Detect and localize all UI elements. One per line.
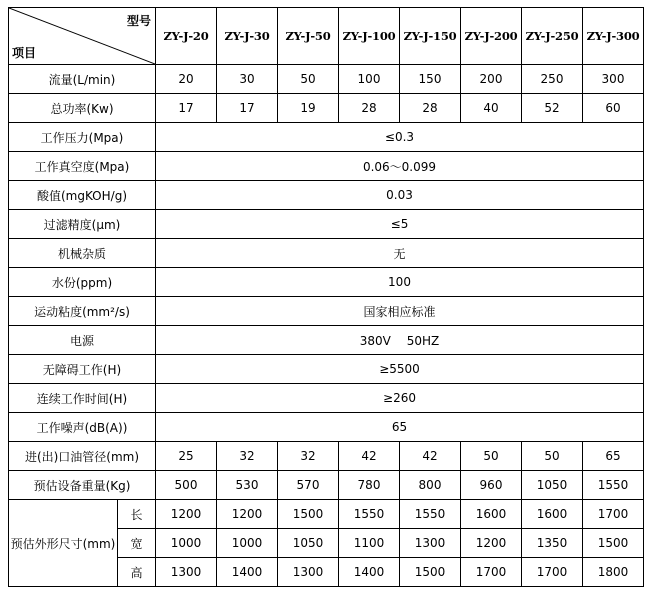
corner-item-label: 项目: [12, 46, 37, 60]
value-cell: 17: [156, 94, 217, 123]
row-pipe: [9, 442, 644, 471]
value-cell: 1000: [217, 529, 278, 558]
value-cell: 42: [339, 442, 400, 471]
corner-model-label: 型号: [126, 14, 151, 28]
value-cell: 1300: [400, 529, 461, 558]
row-label: 运动粘度(mm²/s): [9, 297, 156, 326]
value-cell: 1700: [461, 558, 522, 587]
value-cell: 200: [461, 65, 522, 94]
row-label: 酸值(mgKOH/g): [9, 181, 156, 210]
merged-value-cell: 无: [156, 239, 644, 268]
value-cell: 17: [217, 94, 278, 123]
row-dim-length: [9, 500, 644, 529]
row-impurity: [9, 239, 644, 268]
merged-value-cell: ≥5500: [156, 355, 644, 384]
sub-label: 长: [118, 500, 156, 529]
value-cell: 300: [583, 65, 644, 94]
merged-value-cell: ≤5: [156, 210, 644, 239]
model-header: ZY-J-300: [583, 8, 644, 65]
value-cell: 780: [339, 471, 400, 500]
row-continuous: [9, 384, 644, 413]
value-cell: 1400: [217, 558, 278, 587]
model-header: ZY-J-250: [522, 8, 583, 65]
value-cell: 1550: [339, 500, 400, 529]
row-label: 总功率(Kw): [9, 94, 156, 123]
value-cell: 1500: [278, 500, 339, 529]
sub-label: 宽: [118, 529, 156, 558]
value-cell: 32: [217, 442, 278, 471]
model-header: ZY-J-100: [339, 8, 400, 65]
value-cell: 1700: [583, 500, 644, 529]
value-cell: 42: [400, 442, 461, 471]
row-label: 流量(L/min): [9, 65, 156, 94]
value-cell: 28: [339, 94, 400, 123]
row-mtbf: [9, 355, 644, 384]
row-label: 工作真空度(Mpa): [9, 152, 156, 181]
value-cell: 530: [217, 471, 278, 500]
row-label: 预估外形尺寸(mm): [9, 500, 118, 587]
row-label: 预估设备重量(Kg): [9, 471, 156, 500]
value-cell: 40: [461, 94, 522, 123]
merged-value-cell: 0.06～0.099: [156, 152, 644, 181]
value-cell: 50: [522, 442, 583, 471]
value-cell: 52: [522, 94, 583, 123]
row-label: 连续工作时间(H): [9, 384, 156, 413]
value-cell: 1100: [339, 529, 400, 558]
merged-value-cell: 65: [156, 413, 644, 442]
value-cell: 1600: [461, 500, 522, 529]
value-cell: 1700: [522, 558, 583, 587]
model-header: ZY-J-50: [278, 8, 339, 65]
value-cell: 100: [339, 65, 400, 94]
row-label: 工作压力(Mpa): [9, 123, 156, 152]
value-cell: 1050: [278, 529, 339, 558]
sub-label: 高: [118, 558, 156, 587]
spec-table: [8, 7, 644, 587]
merged-value-cell: 0.03: [156, 181, 644, 210]
value-cell: 250: [522, 65, 583, 94]
row-acid: [9, 181, 644, 210]
row-label: 无障碍工作(H): [9, 355, 156, 384]
value-cell: 1200: [156, 500, 217, 529]
row-label: 工作噪声(dB(A)): [9, 413, 156, 442]
value-cell: 1550: [400, 500, 461, 529]
row-weight: [9, 471, 644, 500]
value-cell: 1300: [278, 558, 339, 587]
value-cell: 19: [278, 94, 339, 123]
value-cell: 1000: [156, 529, 217, 558]
value-cell: 800: [400, 471, 461, 500]
header-corner-cell: [9, 8, 156, 65]
value-cell: 1500: [400, 558, 461, 587]
value-cell: 28: [400, 94, 461, 123]
row-label: 过滤精度(μm): [9, 210, 156, 239]
merged-value-cell: ≥260: [156, 384, 644, 413]
model-header: ZY-J-20: [156, 8, 217, 65]
row-filter: [9, 210, 644, 239]
model-header: ZY-J-200: [461, 8, 522, 65]
value-cell: 50: [278, 65, 339, 94]
merged-value-cell: ≤0.3: [156, 123, 644, 152]
value-cell: 1400: [339, 558, 400, 587]
row-label: 电源: [9, 326, 156, 355]
value-cell: 1350: [522, 529, 583, 558]
row-label: 水份(ppm): [9, 268, 156, 297]
model-header: ZY-J-150: [400, 8, 461, 65]
value-cell: 30: [217, 65, 278, 94]
value-cell: 1200: [217, 500, 278, 529]
value-cell: 960: [461, 471, 522, 500]
value-cell: 150: [400, 65, 461, 94]
row-noise: [9, 413, 644, 442]
value-cell: 1550: [583, 471, 644, 500]
value-cell: 570: [278, 471, 339, 500]
row-vacuum: [9, 152, 644, 181]
row-water: [9, 268, 644, 297]
value-cell: 1600: [522, 500, 583, 529]
value-cell: 32: [278, 442, 339, 471]
row-power-supply: [9, 326, 644, 355]
value-cell: 20: [156, 65, 217, 94]
row-label: 机械杂质: [9, 239, 156, 268]
value-cell: 1300: [156, 558, 217, 587]
header-row: [9, 8, 644, 65]
merged-value-cell: 国家相应标准: [156, 297, 644, 326]
value-cell: 65: [583, 442, 644, 471]
merged-value-cell: 380V 50HZ: [156, 326, 644, 355]
row-pressure: [9, 123, 644, 152]
row-viscosity: [9, 297, 644, 326]
value-cell: 500: [156, 471, 217, 500]
value-cell: 25: [156, 442, 217, 471]
merged-value-cell: 100: [156, 268, 644, 297]
value-cell: 60: [583, 94, 644, 123]
value-cell: 1500: [583, 529, 644, 558]
value-cell: 50: [461, 442, 522, 471]
value-cell: 1050: [522, 471, 583, 500]
value-cell: 1800: [583, 558, 644, 587]
row-power: [9, 94, 644, 123]
model-header: ZY-J-30: [217, 8, 278, 65]
value-cell: 1200: [461, 529, 522, 558]
row-flow: [9, 65, 644, 94]
row-label: 进(出)口油管径(mm): [9, 442, 156, 471]
